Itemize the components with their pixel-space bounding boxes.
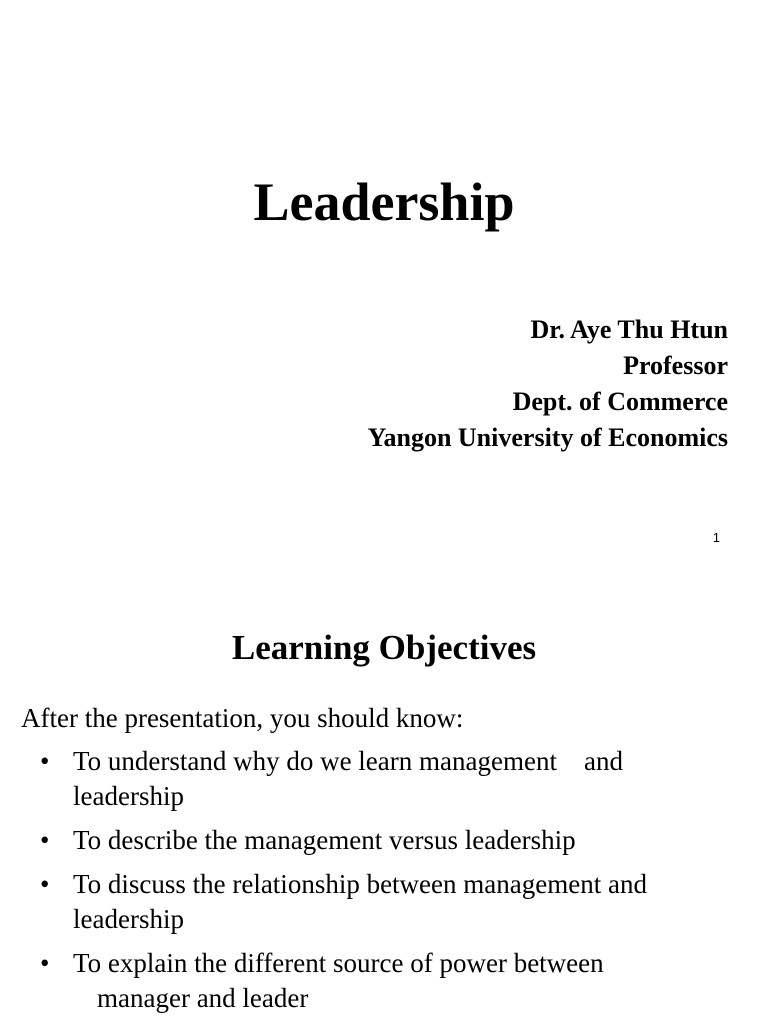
list-item-text-continued: leadership xyxy=(73,904,184,934)
bullet-icon: • xyxy=(40,869,50,899)
list-item xyxy=(40,744,740,814)
list-item xyxy=(40,946,740,1016)
author-institution: Yangon University of Economics xyxy=(367,423,728,452)
objectives-intro: After the presentation, you should know: xyxy=(21,703,464,733)
objectives-title: Learning Objectives xyxy=(231,628,537,667)
list-item-text: To discuss the relationship between management and xyxy=(73,869,647,899)
bullet-icon: • xyxy=(40,746,50,776)
list-item xyxy=(40,823,740,858)
slide-title: Leadership xyxy=(253,172,515,232)
page-number: 1 xyxy=(712,530,720,545)
list-item-text-continued: manager and leader xyxy=(97,983,309,1013)
list-item-text-continued: leadership xyxy=(73,781,184,811)
list-item-text: To understand why do we learn management and xyxy=(73,746,623,776)
list-item-text: To describe the management versus leadership xyxy=(73,825,576,855)
author-block xyxy=(368,312,728,456)
bullet-icon: • xyxy=(40,948,50,978)
list-item-text: To explain the different source of power between xyxy=(73,948,604,978)
list-item xyxy=(40,867,740,937)
objectives-slide xyxy=(0,576,768,1024)
author-position: Professor xyxy=(623,351,728,380)
bullet-icon: • xyxy=(40,825,50,855)
author-name: Dr. Aye Thu Htun xyxy=(530,315,728,344)
author-department: Dept. of Commerce xyxy=(512,387,728,416)
objectives-list xyxy=(40,744,740,1025)
